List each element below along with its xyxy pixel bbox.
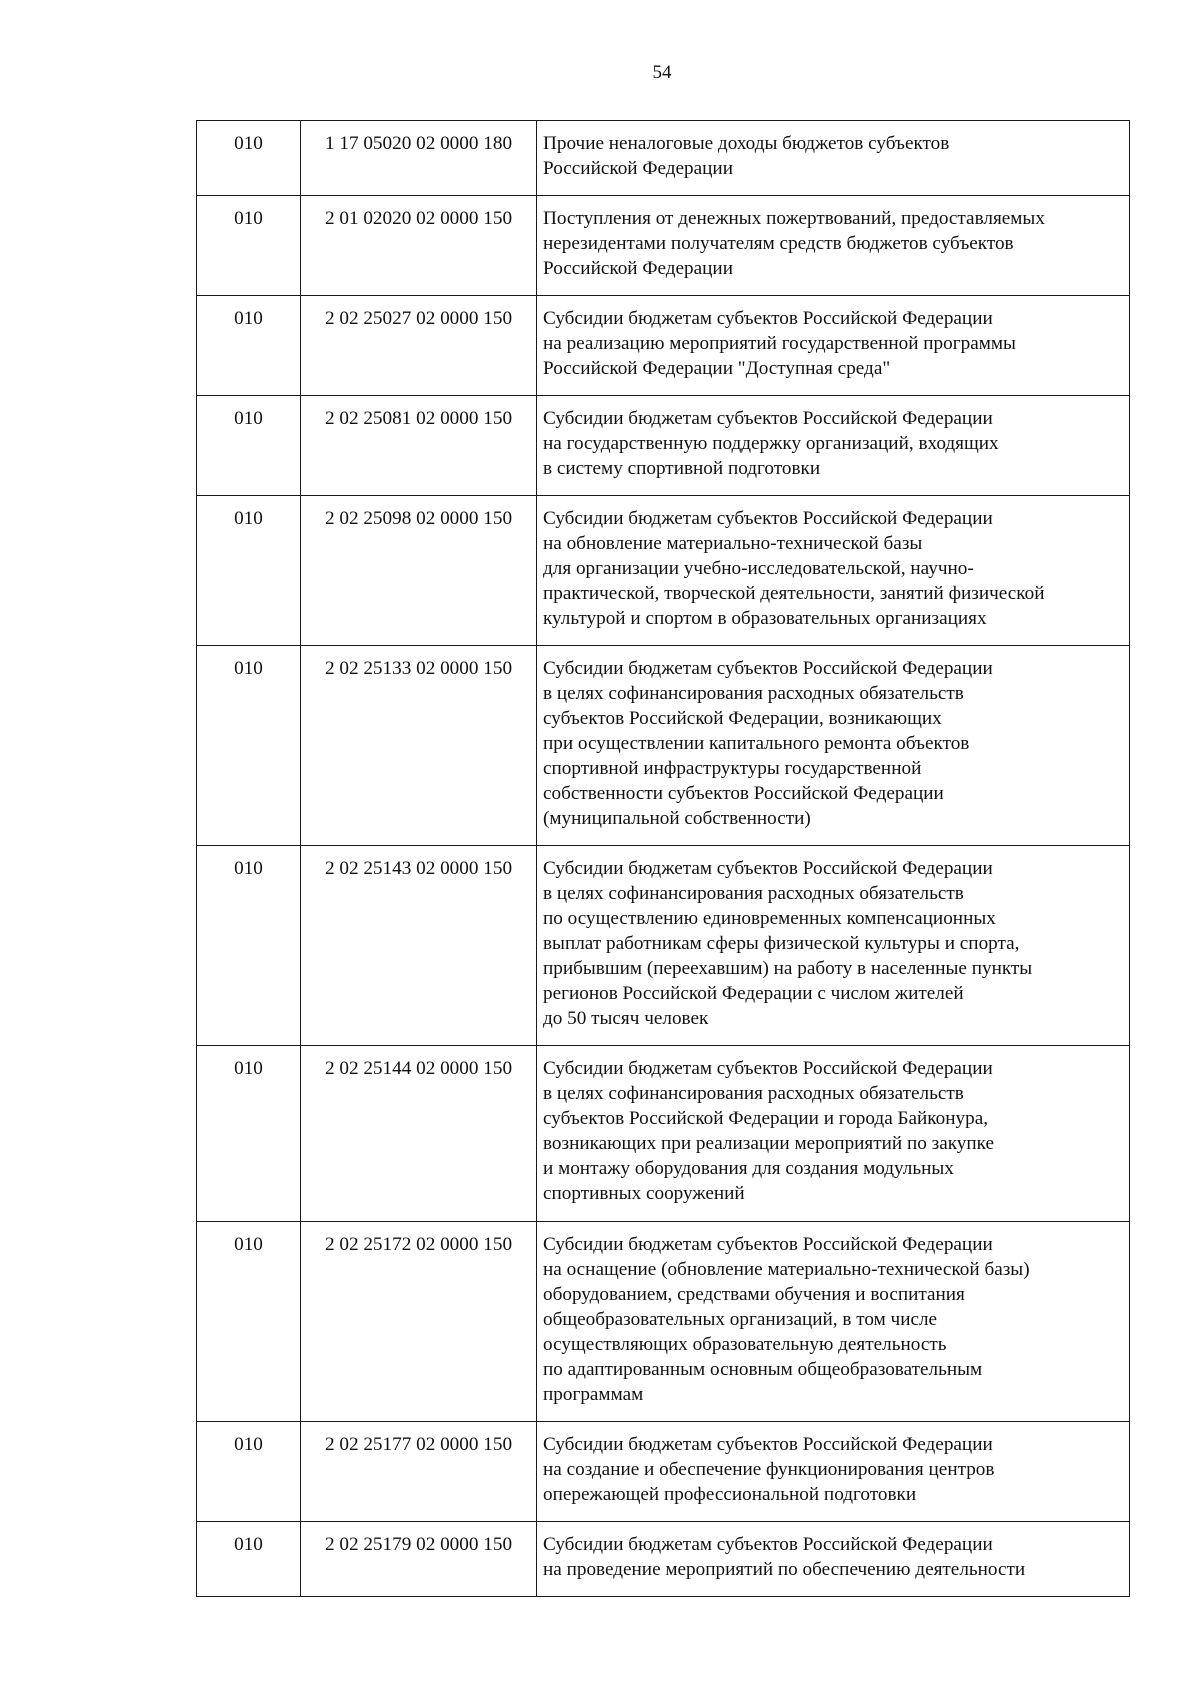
description-cell: Субсидии бюджетам субъектов Российской Федерации на создание и обеспечение функционирования центров опережающей профессиональной подготовки [537, 1422, 1130, 1522]
description-cell: Прочие неналоговые доходы бюджетов субъектов Российской Федерации [537, 121, 1130, 196]
budget-code-cell: 2 02 25027 02 0000 150 [301, 296, 537, 396]
budget-code-cell: 2 02 25133 02 0000 150 [301, 646, 537, 846]
admin-code-cell: 010 [197, 646, 301, 846]
description-cell: Субсидии бюджетам субъектов Российской Федерации на государственную поддержку организаций, входящих в систему спортивной подготовки [537, 396, 1130, 496]
admin-code-cell: 010 [197, 1222, 301, 1422]
table-row [197, 1422, 1130, 1522]
table-row [197, 1046, 1130, 1222]
table-body [197, 121, 1130, 1597]
table-row [197, 296, 1130, 396]
budget-code-cell: 2 01 02020 02 0000 150 [301, 196, 537, 296]
budget-code-cell: 2 02 25177 02 0000 150 [301, 1422, 537, 1522]
admin-code-cell: 010 [197, 1522, 301, 1597]
table-row [197, 396, 1130, 496]
table-row [197, 1522, 1130, 1597]
table-row [197, 196, 1130, 296]
table-row [197, 646, 1130, 846]
description-cell: Субсидии бюджетам субъектов Российской Федерации на реализацию мероприятий государственной программы Российской Федерации "Доступная среда" [537, 296, 1130, 396]
table-row [197, 121, 1130, 196]
budget-code-cell: 1 17 05020 02 0000 180 [301, 121, 537, 196]
budget-code-cell: 2 02 25179 02 0000 150 [301, 1522, 537, 1597]
budget-code-cell: 2 02 25172 02 0000 150 [301, 1222, 537, 1422]
admin-code-cell: 010 [197, 296, 301, 396]
page-number: 54 [652, 62, 672, 83]
admin-code-cell: 010 [197, 121, 301, 196]
budget-code-cell: 2 02 25098 02 0000 150 [301, 496, 537, 646]
description-cell: Субсидии бюджетам субъектов Российской Федерации на оснащение (обновление материально-технической базы) оборудованием, средствами обучения и воспитания общеобразовательных организаций, в том числе осуществляющих образовательную деятельность по адаптированным основным общеобразовательным программам [537, 1222, 1130, 1422]
admin-code-cell: 010 [197, 846, 301, 1046]
description-cell: Поступления от денежных пожертвований, предоставляемых нерезидентами получателям средств бюджетов субъектов Российской Федерации [537, 196, 1130, 296]
budget-code-cell: 2 02 25143 02 0000 150 [301, 846, 537, 1046]
table-row [197, 1222, 1130, 1422]
table-row [197, 846, 1130, 1046]
description-cell: Субсидии бюджетам субъектов Российской Федерации на проведение мероприятий по обеспечению деятельности [537, 1522, 1130, 1597]
table-row [197, 496, 1130, 646]
admin-code-cell: 010 [197, 1422, 301, 1522]
description-cell: Субсидии бюджетам субъектов Российской Федерации в целях софинансирования расходных обязательств субъектов Российской Федерации и города Байконура, возникающих при реализации мероприятий по закупке и монтажу оборудования для создания модульных спортивных сооружений [537, 1046, 1130, 1222]
budget-code-cell: 2 02 25144 02 0000 150 [301, 1046, 537, 1222]
budget-code-cell: 2 02 25081 02 0000 150 [301, 396, 537, 496]
admin-code-cell: 010 [197, 496, 301, 646]
description-cell: Субсидии бюджетам субъектов Российской Федерации в целях софинансирования расходных обязательств по осуществлению единовременных компенсационных выплат работникам сферы физической культуры и спорта, прибывшим (переехавшим) на работу в населенные пункты регионов Российской Федерации с числом жителей до 50 тысяч человек [537, 846, 1130, 1046]
admin-code-cell: 010 [197, 396, 301, 496]
admin-code-cell: 010 [197, 196, 301, 296]
description-cell: Субсидии бюджетам субъектов Российской Федерации на обновление материально-технической базы для организации учебно-исследовательской, научно- практической, творческой деятельности, занятий физической культурой и спортом в образовательных организациях [537, 496, 1130, 646]
admin-code-cell: 010 [197, 1046, 301, 1222]
budget-codes-table [196, 120, 1130, 1597]
description-cell: Субсидии бюджетам субъектов Российской Федерации в целях софинансирования расходных обязательств субъектов Российской Федерации, возникающих при осуществлении капитального ремонта объектов спортивной инфраструктуры государственной собственности субъектов Российской Федерации (муниципальной собственности) [537, 646, 1130, 846]
